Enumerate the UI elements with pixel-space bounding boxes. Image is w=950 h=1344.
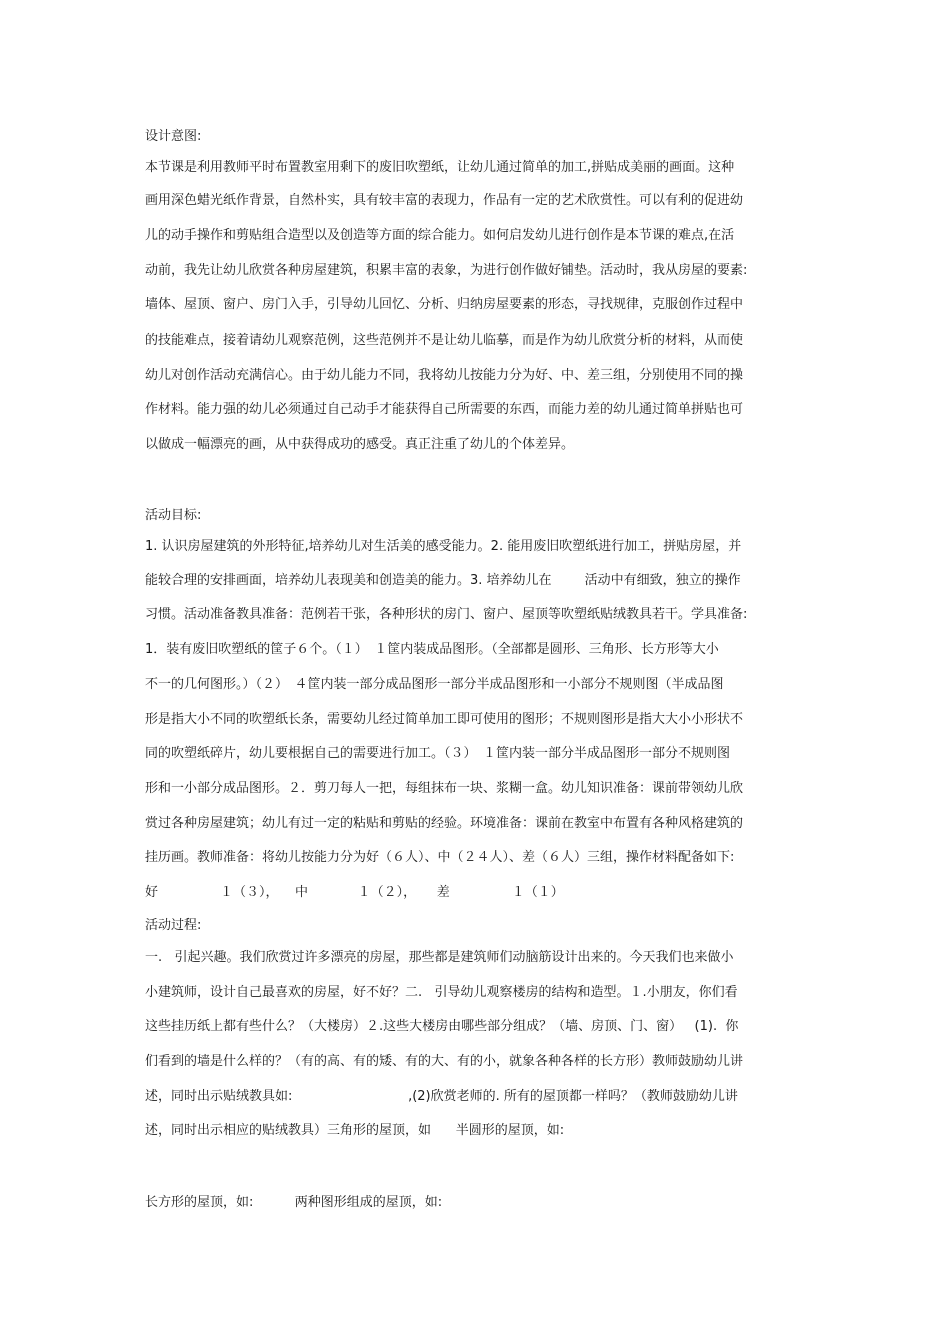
paragraph-line: 同的吹塑纸碎片，幼儿要根据自己的需要进行加工。（３） １筐内装一部分半成品图形一部分不规则图 — [145, 746, 731, 761]
paragraph-line: 们看到的墙是什么样的？（有的高、有的矮、有的大、有的小，就象各种各样的长方形）教师鼓励幼儿讲 — [145, 1054, 744, 1069]
paragraph-line: 动前，我先让幼儿欣赏各种房屋建筑，积累丰富的表象，为进行创作做好铺垫。活动时，我从房屋的要素: — [145, 263, 748, 278]
paragraph-line: 小建筑师，设计自己最喜欢的房屋，好不好？二. 引导幼儿观察楼房的结构和造型。１.小朋友，你们看 — [145, 985, 738, 1000]
paragraph-line: 不一的几何图形。）（２） ４筐内装一部分成品图形一部分半成品图形和一小部分不规则图（半成品图 — [145, 677, 724, 692]
paragraph-line: 以做成一幅漂亮的画，从中获得成功的感受。真正注重了幼儿的个体差异。 — [145, 437, 575, 452]
paragraph-line: 的技能难点，接着请幼儿观察范例，这些范例并不是让幼儿临摹，而是作为幼儿欣赏分析的材料，从而使 — [145, 333, 744, 348]
paragraph-line: 1．装有废旧吹塑纸的筐子６个。（１） １筐内装成品图形。（全部都是圆形、三角形、长方形等大小 — [145, 642, 719, 657]
section-heading-process: 活动过程: — [145, 918, 202, 933]
paragraph-line: 墙体、屋顶、窗户、房门入手，引导幼儿回忆、分析、归纳房屋要素的形态，寻找规律，克服创作过程中 — [145, 297, 744, 312]
paragraph-line: 挂历画。教师准备：将幼儿按能力分为好（６人）、中（２４人）、差（６人）三组，操作材料配备如下: — [145, 850, 735, 865]
paragraph-line: 能较合理的安排画面，培养幼儿表现美和创造美的能力。3. 培养幼儿在 活动中有细致，独立的操作 — [145, 573, 741, 588]
paragraph-line: 作材料。能力强的幼儿必须通过自己动手才能获得自己所需要的东西，而能力差的幼儿通过简单拼贴也可 — [145, 402, 744, 417]
paragraph-line: 画用深色蜡光纸作背景，自然朴实，具有较丰富的表现力，作品有一定的艺术欣赏性。可以有利的促进幼 — [145, 193, 744, 208]
section-heading-goals: 活动目标: — [145, 508, 202, 523]
paragraph-line: 本节课是利用教师平时布置教室用剩下的废旧吹塑纸，让幼儿通过简单的加工,拼贴成美丽的画面。这种 — [145, 160, 735, 175]
section-heading-design-intent: 设计意图: — [145, 129, 202, 144]
paragraph-line: 赏过各种房屋建筑；幼儿有过一定的粘贴和剪贴的经验。环境准备：课前在教室中布置有各种风格建筑的 — [145, 816, 744, 831]
paragraph-line: 1. 认识房屋建筑的外形特征,培养幼儿对生活美的感受能力。2. 能用废旧吹塑纸进行加工，拼贴房屋，并 — [145, 539, 742, 554]
paragraph-line: 形和一小部分成品图形。２．剪刀每人一把，每组抹布一块、浆糊一盒。幼儿知识准备：课前带领幼儿欣 — [145, 781, 744, 796]
paragraph-line: 一. 引起兴趣。我们欣赏过许多漂亮的房屋，那些都是建筑师们动脑筋设计出来的。今天我们也来做小 — [145, 950, 734, 965]
paragraph-line: 述，同时出示相应的贴绒教具）三角形的屋顶，如 半圆形的屋顶，如: — [145, 1123, 565, 1138]
paragraph-line: 长方形的屋顶，如: 两种图形组成的屋顶，如: — [145, 1195, 443, 1210]
paragraph-line: 习惯。活动准备教具准备：范例若干张，各种形状的房门、窗户、屋顶等吹塑纸贴绒教具若干。学具准备: — [145, 607, 748, 622]
paragraph-line: 形是指大小不同的吹塑纸长条，需要幼儿经过简单加工即可使用的图形；不规则图形是指大大小小形状不 — [145, 712, 744, 727]
paragraph-line: 述，同时出示贴绒教具如: ,(2)欣赏老师的. 所有的屋顶都一样吗？（教师鼓励幼儿讲 — [145, 1089, 738, 1104]
paragraph-line: 儿的动手操作和剪贴组合造型以及创造等方面的综合能力。如何启发幼儿进行创作是本节课的难点,在活 — [145, 228, 735, 243]
paragraph-line: 幼儿对创作活动充满信心。由于幼儿能力不同，我将幼儿按能力分为好、中、差三组，分别使用不同的操 — [145, 368, 744, 383]
materials-allocation-line: 好 １（３）， 中 １（２）， 差 １（１） — [145, 885, 564, 900]
paragraph-line: 这些挂历纸上都有些什么？（大楼房）２.这些大楼房由哪些部分组成？（墙、房顶、门、窗） (1). 你 — [145, 1019, 739, 1034]
